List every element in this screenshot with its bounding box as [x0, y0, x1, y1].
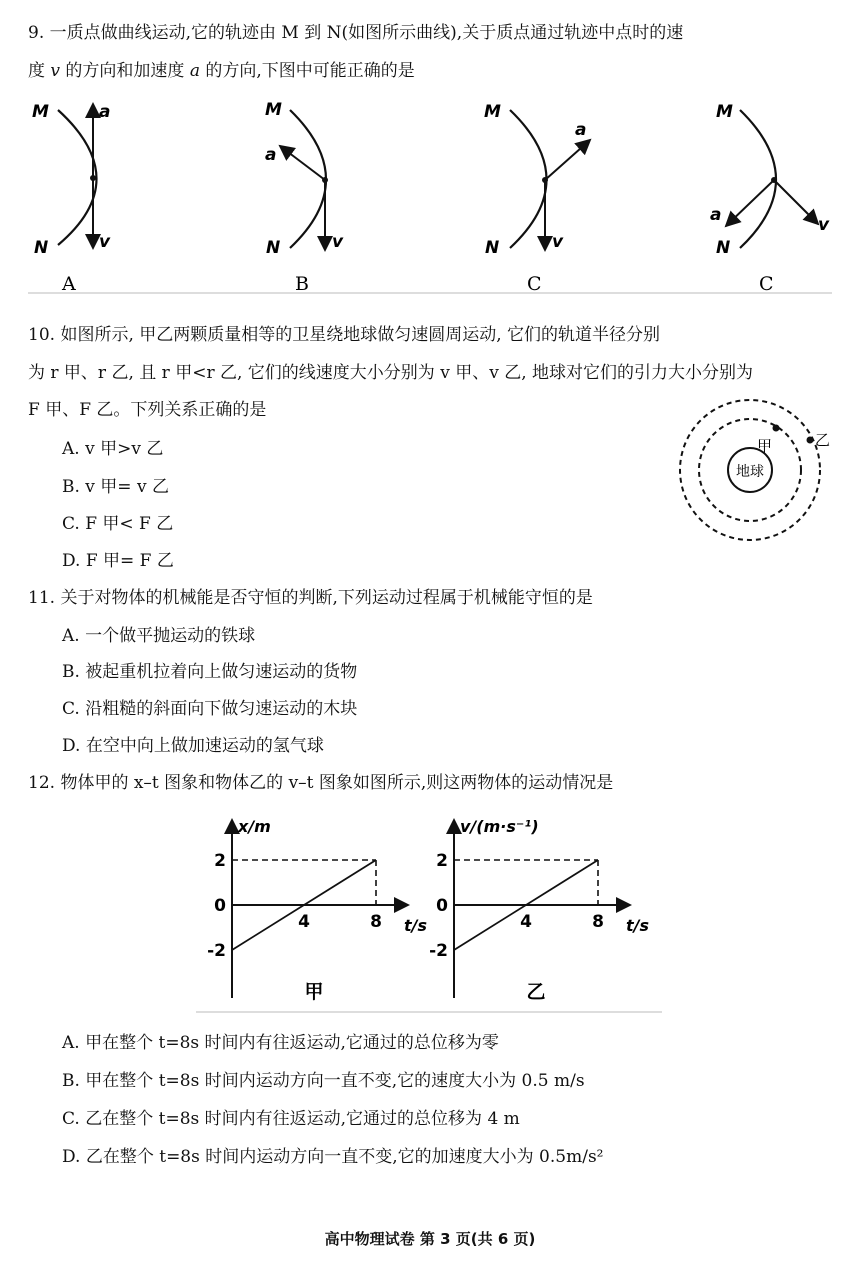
- y-axis-label-0: x/m: [238, 817, 271, 836]
- q10-option-b: B. v 甲= v 乙: [62, 477, 169, 497]
- earth-label: 地球: [736, 464, 764, 480]
- fig-c2-N: N: [716, 238, 731, 258]
- fig-b-v: v: [332, 232, 344, 252]
- q11-option-b: B. 被起重机拉着向上做匀速运动的货物: [62, 662, 358, 682]
- page-footer: 高中物理试卷 第 3 页(共 6 页): [324, 1230, 536, 1248]
- x-axis-label-0: t/s: [404, 916, 428, 935]
- q9-stem-line1: 9. 一质点做曲线运动,它的轨迹由 M 到 N(如图所示曲线),关于质点通过轨迹中点时的速: [28, 23, 684, 43]
- y-tick-label-1-0: 2: [436, 851, 448, 871]
- fig-a-a: a: [99, 102, 111, 122]
- q9-figure-b: [265, 100, 344, 258]
- fig-c1-v: v: [552, 232, 564, 252]
- q10-option-c: C. F 甲< F 乙: [62, 514, 174, 534]
- q12-option-a: A. 甲在整个 t=8s 时间内有往返运动,它通过的总位移为零: [62, 1033, 499, 1053]
- q11-option-c: C. 沿粗糙的斜面向下做匀速运动的木块: [62, 699, 358, 719]
- fig-a-N: N: [34, 238, 49, 258]
- q10-stem-line1: 10. 如图所示, 甲乙两颗质量相等的卫星绕地球做匀速圆周运动, 它们的轨道半径分别: [28, 325, 661, 345]
- y-tick-label-0-0: 2: [214, 851, 226, 871]
- q12-charts: [196, 810, 662, 1015]
- fig-c2-M: M: [716, 102, 733, 122]
- fig-label-b: B: [295, 273, 309, 295]
- q12-option-d: D. 乙在整个 t=8s 时间内运动方向一直不变,它的加速度大小为 0.5m/s²: [62, 1147, 604, 1167]
- q11-option-a: A. 一个做平抛运动的铁球: [62, 626, 256, 646]
- q12-option-b: B. 甲在整个 t=8s 时间内运动方向一直不变,它的速度大小为 0.5 m/s: [62, 1071, 585, 1091]
- satellite-outer-label: 乙: [815, 431, 831, 449]
- fig-c1-a: a: [575, 120, 587, 140]
- q9-figure-c1: [484, 102, 590, 258]
- y-tick-label-0-1: 0: [214, 896, 226, 916]
- q11-option-d: D. 在空中向上做加速运动的氢气球: [62, 736, 324, 756]
- fig-label-c2: C: [759, 273, 774, 295]
- fig-a-v: v: [99, 232, 111, 252]
- q9-stem-line2: 度 v 的方向和加速度 a 的方向,下图中可能正确的是: [28, 61, 415, 81]
- chart-title-0: 甲: [304, 981, 324, 1003]
- fig-label-a: A: [62, 273, 76, 295]
- y-tick-label-0-2: -2: [207, 941, 226, 961]
- satellite-outer: [807, 437, 814, 444]
- fig-b-N: N: [266, 238, 281, 258]
- q10-stem-line3: F 甲、F 乙。下列关系正确的是: [28, 400, 267, 420]
- fig-b-a: a: [265, 145, 277, 165]
- chart-title-1: 乙: [526, 981, 546, 1003]
- x-tick-label-1-0: 4: [520, 912, 532, 932]
- x-axis-label-1: t/s: [626, 916, 650, 935]
- x-tick-label-0-1: 8: [370, 912, 382, 932]
- q10-orbit-figure: [676, 398, 840, 546]
- satellite-inner: [773, 425, 780, 432]
- y-tick-label-1-2: -2: [429, 941, 448, 961]
- y-tick-label-1-1: 0: [436, 896, 448, 916]
- q10-option-d: D. F 甲= F 乙: [62, 551, 174, 571]
- q9-figures: [0, 90, 860, 310]
- fig-c2-v: v: [818, 215, 830, 235]
- q9-figure-a: [32, 102, 111, 258]
- fig-b-M: M: [265, 100, 282, 120]
- q12-stem: 12. 物体甲的 x–t 图象和物体乙的 v–t 图象如图所示,则这两物体的运动情况是: [28, 773, 614, 793]
- fig-a-M: M: [32, 102, 49, 122]
- q12-option-c: C. 乙在整个 t=8s 时间内有往返运动,它通过的总位移为 4 m: [62, 1109, 520, 1129]
- y-axis-label-1: v/(m·s⁻¹): [460, 817, 539, 836]
- q11-stem: 11. 关于对物体的机械能是否守恒的判断,下列运动过程属于机械能守恒的是: [28, 588, 593, 608]
- x-tick-label-0-0: 4: [298, 912, 310, 932]
- x-tick-label-1-1: 8: [592, 912, 604, 932]
- satellite-inner-label: 甲: [757, 437, 773, 455]
- q10-stem-line2: 为 r 甲、r 乙, 且 r 甲<r 乙, 它们的线速度大小分别为 v 甲、v 乙, 地球对它们的引力大小分别为: [28, 363, 754, 383]
- q9-figure-c2: [710, 102, 830, 258]
- fig-c2-a: a: [710, 205, 722, 225]
- q10-option-a: A. v 甲>v 乙: [62, 439, 164, 459]
- fig-c1-N: N: [485, 238, 500, 258]
- fig-c1-M: M: [484, 102, 501, 122]
- fig-label-c1: C: [527, 273, 542, 295]
